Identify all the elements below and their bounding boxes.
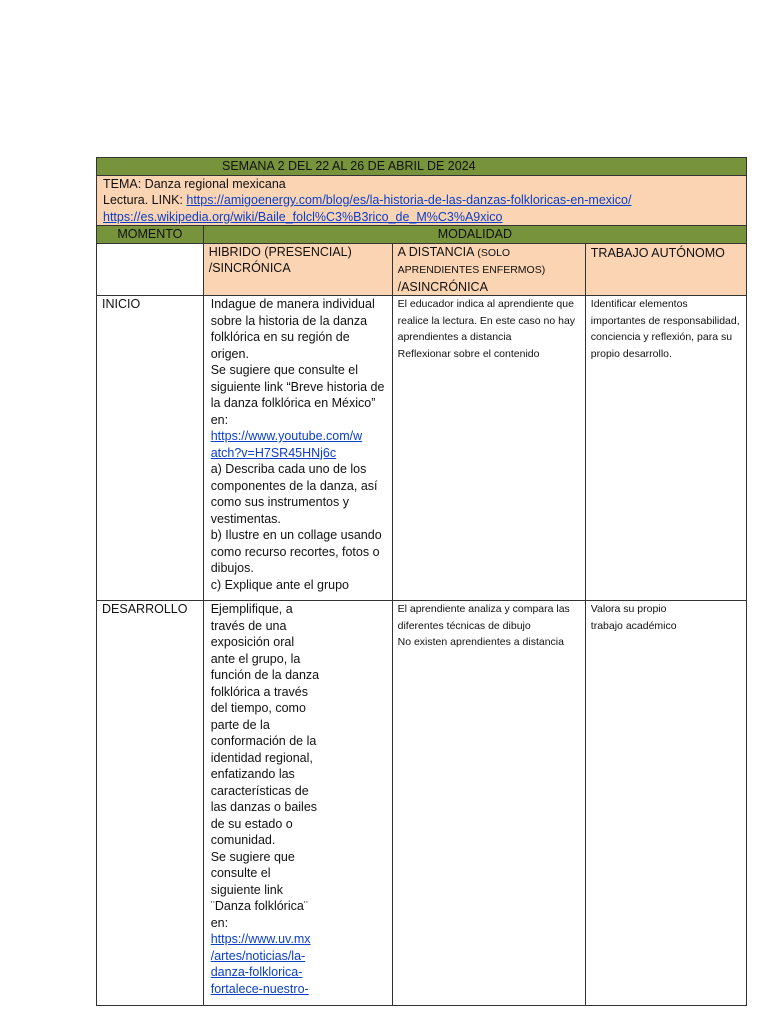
momento-header-label: MOMENTO bbox=[117, 227, 183, 241]
week-header-cell bbox=[97, 158, 747, 176]
desarrollo-hibrido-cell bbox=[203, 601, 392, 1006]
desarrollo-autonomo-text: Valora su propio trabajo académico bbox=[590, 603, 677, 632]
distancia-header-note: (SOLO APRENDIENTES ENFERMOS) bbox=[397, 246, 546, 276]
inicio-hibrido-cell bbox=[203, 296, 392, 601]
desarrollo-distancia-cell bbox=[392, 601, 585, 1006]
lesson-plan-sheet bbox=[96, 157, 747, 1006]
desarrollo-hibrido-text: Ejemplifique, a través de una exposición oral ante el grupo, la función de la danza folklórica a través del tiempo, como parte de la conformación de la identidad regional, enfatizando las características de las danzas o bailes de su estado o comunidad. Se sugiere que consulte el siguiente link ¨Danza folklórica¨ en: bbox=[210, 602, 320, 930]
autonomo-header bbox=[585, 243, 746, 296]
distancia-header-label: A DISTANCIA bbox=[397, 244, 475, 259]
inicio-distancia-cell bbox=[392, 296, 585, 601]
desarrollo-distancia-text: El aprendiente analiza y compara las diferentes técnicas de dibujo No existen aprendientes a distancia bbox=[397, 603, 570, 648]
inicio-label: INICIO bbox=[102, 297, 141, 311]
desarrollo-autonomo-cell bbox=[585, 601, 746, 1006]
desarrollo-uv-link[interactable]: https://www.uv.mx /artes/noticias/la- danza-folklorica- fortalece-nuestro- bbox=[210, 932, 311, 996]
distancia-header bbox=[392, 243, 585, 296]
inicio-hibrido-text: Indague de manera individual sobre la historia de la danza folklórica en su región de origen. Se sugiere que consulte el siguiente link “Breve historia de la danza folklórica en México” en: bbox=[210, 297, 385, 427]
modalidad-header-label: MODALIDAD bbox=[437, 227, 513, 241]
inicio-autonomo-cell bbox=[585, 296, 746, 601]
reading-link-amigoenergy[interactable]: https://amigoenergy.com/blog/es/la-historia-de-las-danzas-folkloricas-en-mexico/ bbox=[186, 193, 632, 207]
distancia-header-tail: /ASINCRÓNICA bbox=[397, 279, 488, 294]
desarrollo-label: DESARROLLO bbox=[102, 602, 188, 616]
week-header: SEMANA 2 DEL 22 AL 26 DE ABRIL DE 2024 bbox=[222, 159, 476, 173]
reading-prefix: Lectura. LINK: bbox=[103, 193, 187, 207]
inicio-momento-cell bbox=[97, 296, 204, 601]
empty-header-cell bbox=[97, 243, 204, 296]
topic-cell bbox=[97, 175, 747, 226]
modalidad-header bbox=[203, 226, 746, 244]
inicio-youtube-link[interactable]: https://www.youtube.com/watch?v=H7SR45HNj6c bbox=[210, 429, 363, 460]
lesson-plan-table bbox=[96, 157, 747, 1006]
topic-label: TEMA: Danza regional mexicana bbox=[103, 176, 286, 191]
hibrido-header bbox=[203, 243, 392, 296]
autonomo-header-label: TRABAJO AUTÓNOMO bbox=[590, 245, 725, 260]
desarrollo-momento-cell bbox=[97, 601, 204, 1006]
inicio-hibrido-activities: a) Describa cada uno de los componentes de la danza, así como sus instrumentos y vestimentas. b) Ilustre en un collage usando como recurso recortes, fotos o dibujos. c) Explique ante el grupo bbox=[210, 462, 382, 592]
inicio-distancia-text: El educador indica al aprendiente que realice la lectura. En este caso no hay aprendientes a distancia Reflexionar sobre el contenido bbox=[397, 298, 576, 360]
inicio-autonomo-text: Identificar elementos importantes de responsabilidad, conciencia y reflexión, para su propio desarrollo. bbox=[590, 298, 740, 360]
hibrido-header-label: HIBRIDO (PRESENCIAL) /SINCRÓNICA bbox=[208, 244, 352, 275]
reading-link-wikipedia[interactable]: https://es.wikipedia.org/wiki/Baile_folcl%C3%B3rico_de_M%C3%A9xico bbox=[103, 209, 503, 224]
momento-header bbox=[97, 226, 204, 244]
